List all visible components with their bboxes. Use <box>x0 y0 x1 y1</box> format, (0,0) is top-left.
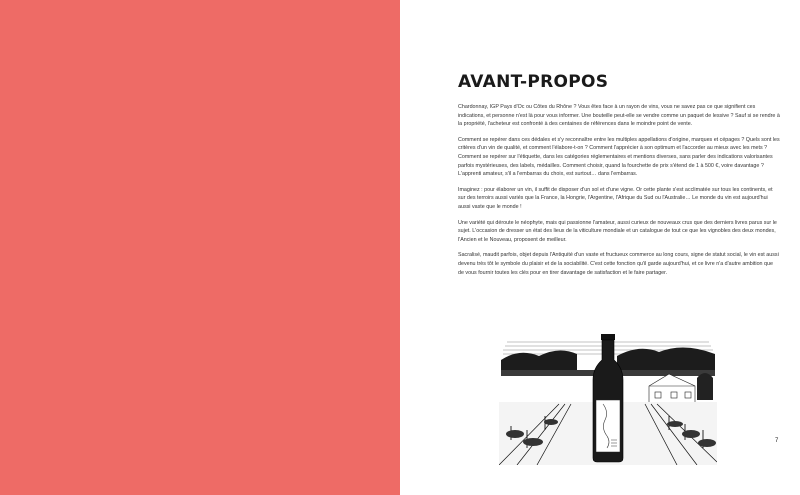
paragraph-3: Imaginez : pour élaborer un vin, il suffit de disposer d'un sol et d'une vigne. Or cette plante s'est acclimatée sur tous les continents, et sur des terroirs aussi variés que la France, la Hongrie, l'Argentine, l'Afrique du Sud ou l'Australie… Le monde du vin est aujourd'hui aussi vaste que le monde ! <box>458 186 773 210</box>
paragraph-4: Une variété qui déroute le néophyte, mais qui passionne l'amateur, aussi curieux de nouveaux crus que des derniers livres parus sur le sujet. L'occasion de dresser un état des lieux de la viticulture mondiale et un catalogue de tout ce que les vignobles des deux mondes, l'Ancien et le Nouveau, proposent de meilleur. <box>458 219 777 243</box>
page-number: 7 <box>775 438 779 444</box>
paragraph-1: Chardonnay, IGP Pays d'Oc ou Côtes du Rhône ? Vous êtes face à un rayon de vins, vous ne savez pas ce que signifient ces indications, et personne n'est là pour vous informer. Une bouteille peut-elle se vendre comme un paquet de lessive ? Sauf si se rendre à la propriété, l'acheteur est confronté à des centaines de références dans le moindre point de vente. <box>458 104 780 128</box>
body-text <box>458 103 780 284</box>
right-page <box>400 0 800 495</box>
paragraph-2: Comment se repérer dans ces dédales et s'y reconnaître entre les multiples appellations d'origine, marques et cépages ? Quels sont les critères d'un vin de qualité, et comment l'élabore-t-on ? Comment l'apprécier à son optimum et l'accorder au mieux avec les mets ? Comment se repérer sur l'étiquette, dans les catégories réglementaires et mentions diverses, sans parler des indications valorisantes parfois mystérieuses, des labels, médailles. Comment choisir, quand la fourchette de prix s'étend de 1 à 500 €, voire davantage ? L'apprenti amateur, s'il a l'embarras du choix, est surtout… dans l'embarras. <box>458 136 780 178</box>
page-title: AVANT-PROPOS <box>458 72 609 92</box>
paragraph-5: Sacralisé, maudit parfois, objet depuis l'Antiquité d'un vaste et fructueux commerce au long cours, signe de statut social, le vin est aussi devenu très tôt le symbole du plaisir et de la sociabilité. C'est cette fonction qu'il garde aujourd'hui, et ce livre n'a d'autre ambition que de vous fournir toutes les clés pour en tirer davantage de satisfaction et le faire partager. <box>458 252 779 276</box>
vineyard-bottle-illustration <box>499 330 717 465</box>
